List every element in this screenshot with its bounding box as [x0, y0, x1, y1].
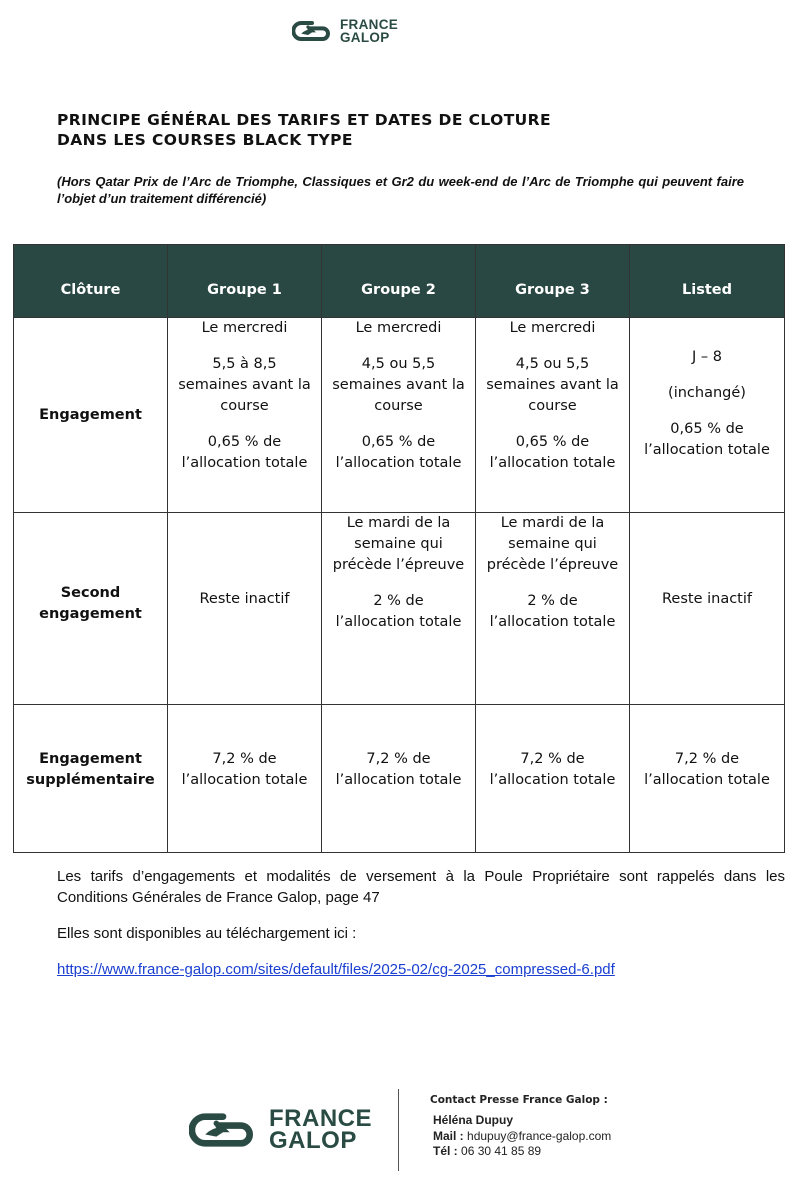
column-header-groupe-1: Groupe 1	[168, 245, 322, 318]
column-header-listed: Listed	[630, 245, 785, 318]
cell-supp-groupe-1	[168, 705, 322, 853]
column-header-cloture: Clôture	[14, 245, 168, 318]
cell-line: 0,65 % de l’allocation totale	[489, 434, 616, 471]
column-header-groupe-2: Groupe 2	[322, 245, 476, 318]
download-paragraph: Elles sont disponibles au téléchargement ici :	[57, 925, 357, 942]
cell-line: 7,2 % de l’allocation totale	[335, 751, 462, 788]
logo-line-2: GALOP	[340, 30, 390, 45]
column-header-groupe-3: Groupe 3	[476, 245, 630, 318]
table-row-engagement	[14, 318, 785, 513]
cell-line: 7,2 % de l’allocation totale	[489, 751, 616, 788]
row-label-second-engagement	[14, 513, 168, 705]
cell-second-groupe-2	[322, 513, 476, 705]
cell-supp-listed	[630, 705, 785, 853]
tel-label: Tél :	[433, 1144, 458, 1158]
row-label-engagement: Engagement	[14, 318, 168, 513]
cell-engagement-groupe-2	[322, 318, 476, 513]
logo-line-2: GALOP	[269, 1127, 357, 1154]
table-row-engagement-supplementaire	[14, 705, 785, 853]
cell-line: 5,5 à 8,5 semaines avant la course	[178, 356, 311, 414]
row-label-line-2: engagement	[39, 605, 142, 622]
cell-line: J – 8	[692, 349, 722, 365]
cell-line: Reste inactif	[199, 591, 290, 607]
france-galop-logo-top	[292, 14, 422, 48]
contact-name: Héléna Dupuy	[433, 1113, 514, 1127]
subtitle-note: (Hors Qatar Prix de l’Arc de Triomphe, Classiques et Gr2 du week-end de l’Arc de Triomphe qui peuvent faire l’objet d’un traitement différencié)	[57, 174, 744, 206]
cell-line: 2 % de l’allocation totale	[489, 593, 616, 630]
title-line-2: DANS LES COURSES BLACK TYPE	[57, 131, 353, 149]
cell-line: 4,5 ou 5,5 semaines avant la course	[486, 356, 619, 414]
vertical-divider	[398, 1089, 399, 1171]
cell-supp-groupe-2	[322, 705, 476, 853]
horse-logo-icon	[189, 1110, 257, 1150]
logo-line-1: FRANCE	[340, 17, 399, 32]
cell-line: 0,65 % de l’allocation totale	[335, 434, 462, 471]
cell-line: Le mercredi	[355, 320, 442, 336]
footer-text	[57, 866, 785, 995]
cell-second-groupe-1	[168, 513, 322, 705]
cell-line: 7,2 % de l’allocation totale	[644, 751, 770, 788]
contact-tel: 06 30 41 85 89	[461, 1144, 542, 1158]
contact-title: Contact Presse France Galop :	[430, 1094, 608, 1106]
cell-line: Le mardi de la semaine qui précède l’épreuve	[486, 515, 619, 573]
cell-line: 2 % de l’allocation totale	[335, 593, 462, 630]
row-label-line-1: Engagement	[39, 751, 142, 767]
cell-engagement-groupe-1	[168, 318, 322, 513]
conditions-pdf-link[interactable]: https://www.france-galop.com/sites/default/files/2025-02/cg-2025_compressed-6.pdf	[57, 961, 615, 978]
contact-mail[interactable]: hdupuy@france-galop.com	[467, 1128, 612, 1143]
cell-supp-groupe-3	[476, 705, 630, 853]
horse-logo-icon	[292, 19, 332, 43]
table-row-second-engagement	[14, 513, 785, 705]
cell-line: 0,65 % de l’allocation totale	[181, 434, 308, 471]
title-line-1: PRINCIPE GÉNÉRAL DES TARIFS ET DATES DE CLOTURE	[57, 111, 551, 129]
row-label-engagement-supplementaire	[14, 705, 168, 853]
cell-line: Le mercredi	[201, 320, 288, 336]
france-galop-logo-bottom	[189, 1105, 372, 1154]
row-label-line-2: supplémentaire	[26, 772, 155, 788]
cell-line: Le mercredi	[509, 320, 596, 336]
tarifs-table	[13, 244, 785, 853]
cell-line: 0,65 % de l’allocation totale	[644, 421, 770, 458]
cell-line: 7,2 % de l’allocation totale	[181, 751, 308, 788]
conditions-paragraph: Les tarifs d’engagements et modalités de versement à la Poule Propriétaire sont rappelés dans les Conditions Générales de France Galop, page 47	[57, 868, 785, 906]
table-header-row	[14, 245, 785, 318]
row-label-line-1: Second	[60, 584, 121, 601]
logo-line-1: FRANCE	[269, 1105, 372, 1132]
cell-line: 4,5 ou 5,5 semaines avant la course	[332, 356, 465, 414]
mail-label: Mail :	[433, 1128, 464, 1143]
cell-engagement-groupe-3	[476, 318, 630, 513]
cell-line: Reste inactif	[661, 591, 752, 607]
page-title	[57, 110, 757, 150]
cell-second-groupe-3	[476, 513, 630, 705]
cell-engagement-listed	[630, 318, 785, 513]
cell-line: (inchangé)	[668, 385, 746, 401]
press-contact	[430, 1094, 611, 1160]
cell-second-listed	[630, 513, 785, 705]
cell-line: Le mardi de la semaine qui précède l’épreuve	[332, 515, 465, 573]
